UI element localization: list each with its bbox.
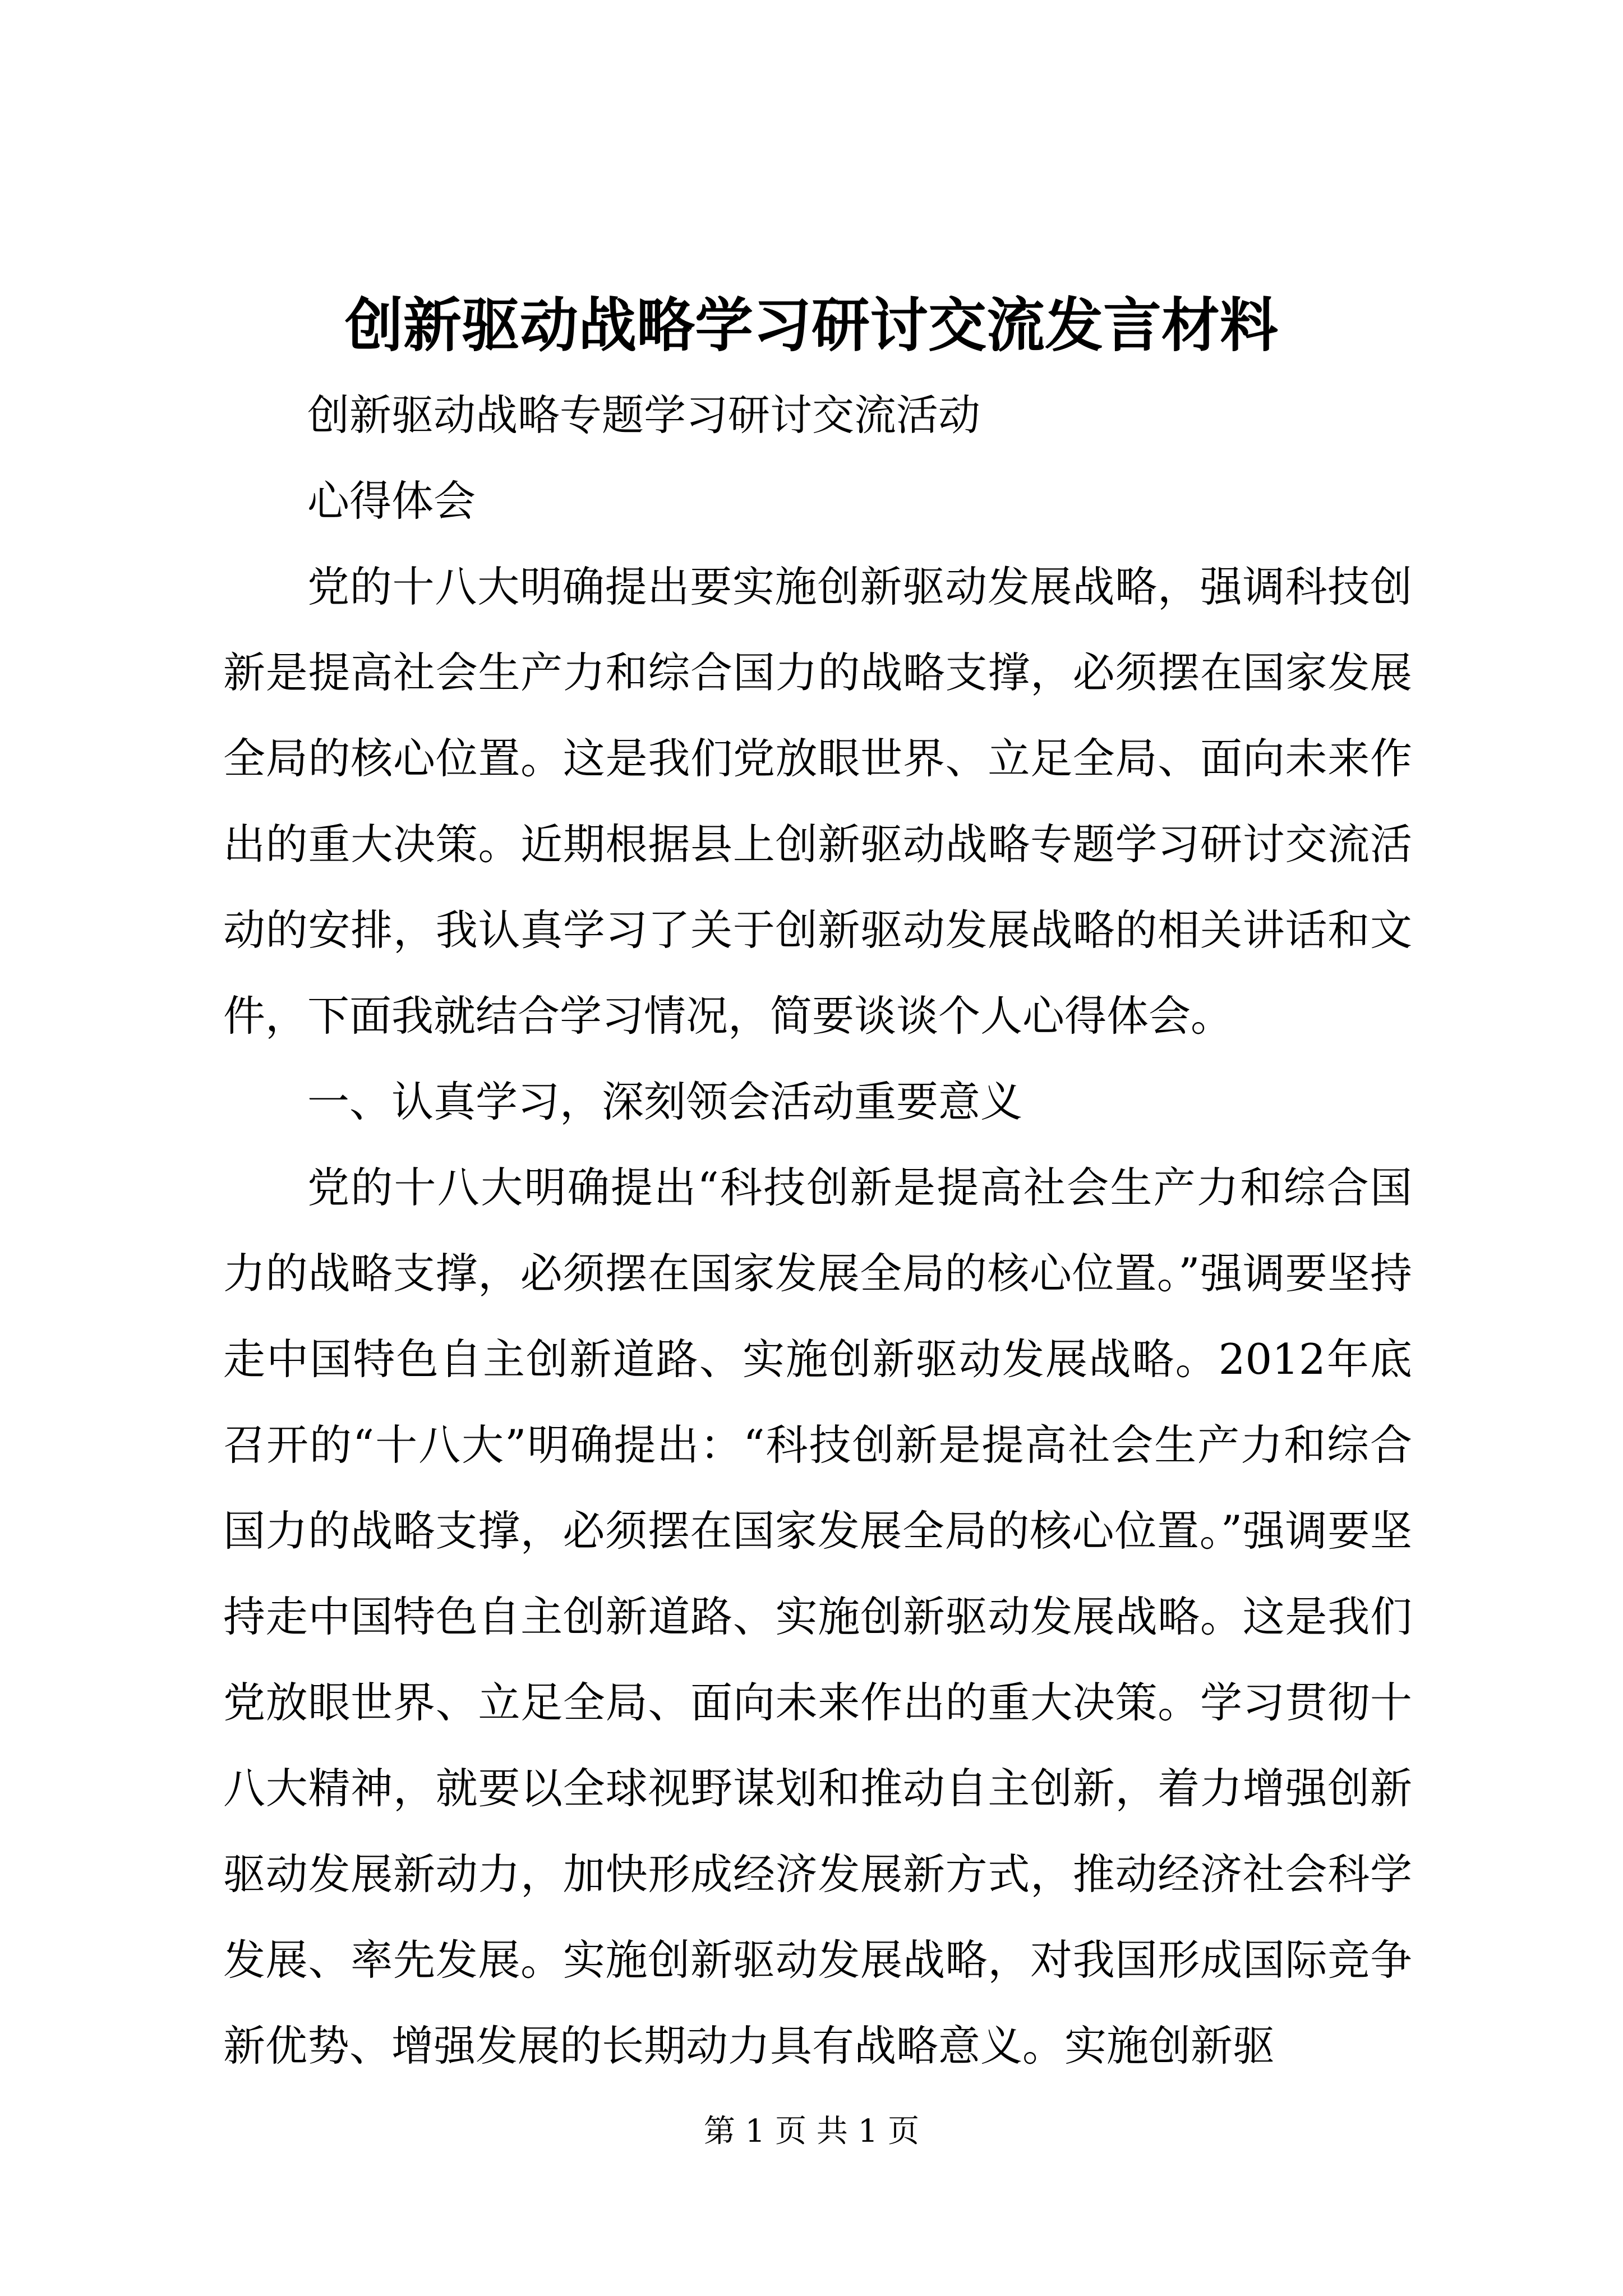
paragraph-intro: 党的十八大明确提出要实施创新驱动发展战略，强调科技创新是提高社会生产力和综合国力的战略支撑，必须摆在国家发展全局的核心位置。这是我们党放眼世界、立足全局、面向未来作出的重大决策。近期根据县上创新驱动战略专题学习研讨交流活动的安排，我认真学习了关于创新驱动发展战略的相关讲话和文件，下面我就结合学习情况，简要谈谈个人心得体会。 [223, 562, 1412, 1041]
paragraph-heading-xinde: 心得体会 [307, 476, 476, 526]
page-number-footer: 第 1 页 共 1 页 [703, 2113, 920, 2150]
section-heading-1: 一、认真学习，深刻领会活动重要意义 [307, 1077, 1023, 1126]
document-body [223, 372, 1412, 2089]
paragraph-section-1-body: 党的十八大明确提出“科技创新是提高社会生产力和综合国力的战略支撑，必须摆在国家发展全局的核心位置。”强调要坚持走中国特色自主创新道路、实施创新驱动发展战略。2012年底召开的“十八大”明确提出：“科技创新是提高社会生产力和综合国力的战略支撑，必须摆在国家发展全局的核心位置。”强调要坚持走中国特色自主创新道路、实施创新驱动发展战略。这是我们党放眼世界、立足全局、面向未来作出的重大决策。学习贯彻十八大精神，就要以全球视野谋划和推动自主创新，着力增强创新驱动发展新动力，加快形成经济发展新方式，推动经济社会科学发展、率先发展。实施创新驱动发展战略，对我国形成国际竞争新优势、增强发展的长期动力具有战略意义。实施创新驱 [223, 1163, 1412, 2070]
paragraph-subtitle: 创新驱动战略专题学习研讨交流活动 [307, 390, 981, 440]
document-title: 创新驱动战略学习研讨交流发言材料 [344, 291, 1278, 360]
